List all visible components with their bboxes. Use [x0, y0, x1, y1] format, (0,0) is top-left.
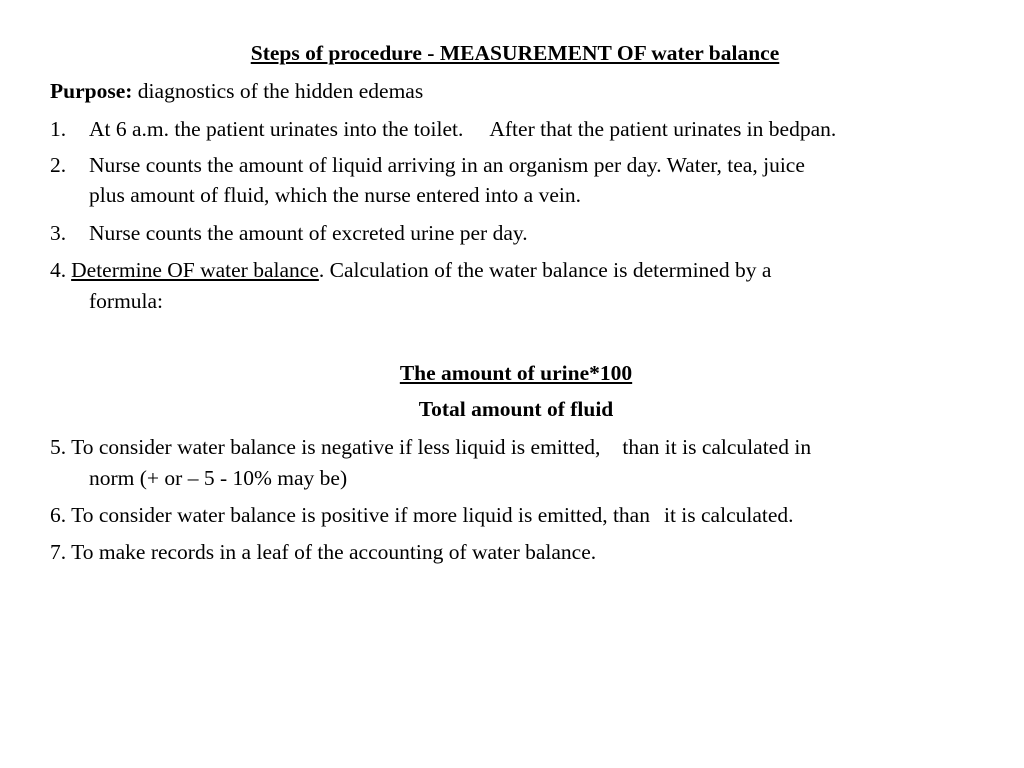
step-text: Nurse counts the amount of excreted urine per day. — [89, 221, 528, 245]
step-5-continuation: norm (+ or – 5 - 10% may be) — [89, 466, 348, 490]
step-text: At 6 a.m. the patient urinates into the toilet. — [89, 117, 464, 141]
step-text: . Calculation of the water balance is determined by a — [318, 258, 772, 282]
step-2 — [50, 150, 805, 181]
purpose-text: diagnostics of the hidden edemas — [137, 79, 424, 103]
step-number: 7. — [50, 540, 67, 564]
step-6 — [50, 500, 794, 531]
purpose-label: Purpose: — [50, 79, 133, 103]
step-5 — [50, 432, 811, 463]
step-number: 6. — [50, 503, 67, 527]
step-4 — [50, 255, 771, 286]
step-text: To consider water balance is negative if less liquid is emitted, — [71, 435, 601, 459]
step-underlined-term: Determine OF water balance — [71, 258, 319, 282]
step-1 — [50, 114, 836, 145]
formula-denominator: Total amount of fluid — [418, 397, 614, 421]
page-title: Steps of procedure - MEASUREMENT OF water balance — [250, 41, 780, 65]
step-2-continuation: plus amount of fluid, which the nurse entered into a vein. — [89, 183, 581, 207]
step-number: 5. — [50, 435, 67, 459]
step-4-continuation: formula: — [89, 289, 164, 313]
step-number: 1. — [50, 117, 67, 141]
step-text-continued: After that the patient urinates in bedpan. — [489, 117, 837, 141]
step-3 — [50, 218, 528, 249]
formula-numerator: The amount of urine*100 — [399, 361, 633, 385]
purpose-line — [50, 76, 423, 107]
step-text: To consider water balance is positive if more liquid is emitted, than — [71, 503, 650, 527]
step-text-continued: than it is calculated in — [622, 435, 812, 459]
step-7 — [50, 537, 596, 568]
step-number: 4. — [50, 258, 67, 282]
step-number: 2. — [50, 153, 67, 177]
step-text: Nurse counts the amount of liquid arriving in an organism per day. Water, tea, juice — [89, 153, 805, 177]
step-text-continued: it is calculated. — [663, 503, 794, 527]
step-text: To make records in a leaf of the accounting of water balance. — [71, 540, 597, 564]
step-number: 3. — [50, 221, 67, 245]
